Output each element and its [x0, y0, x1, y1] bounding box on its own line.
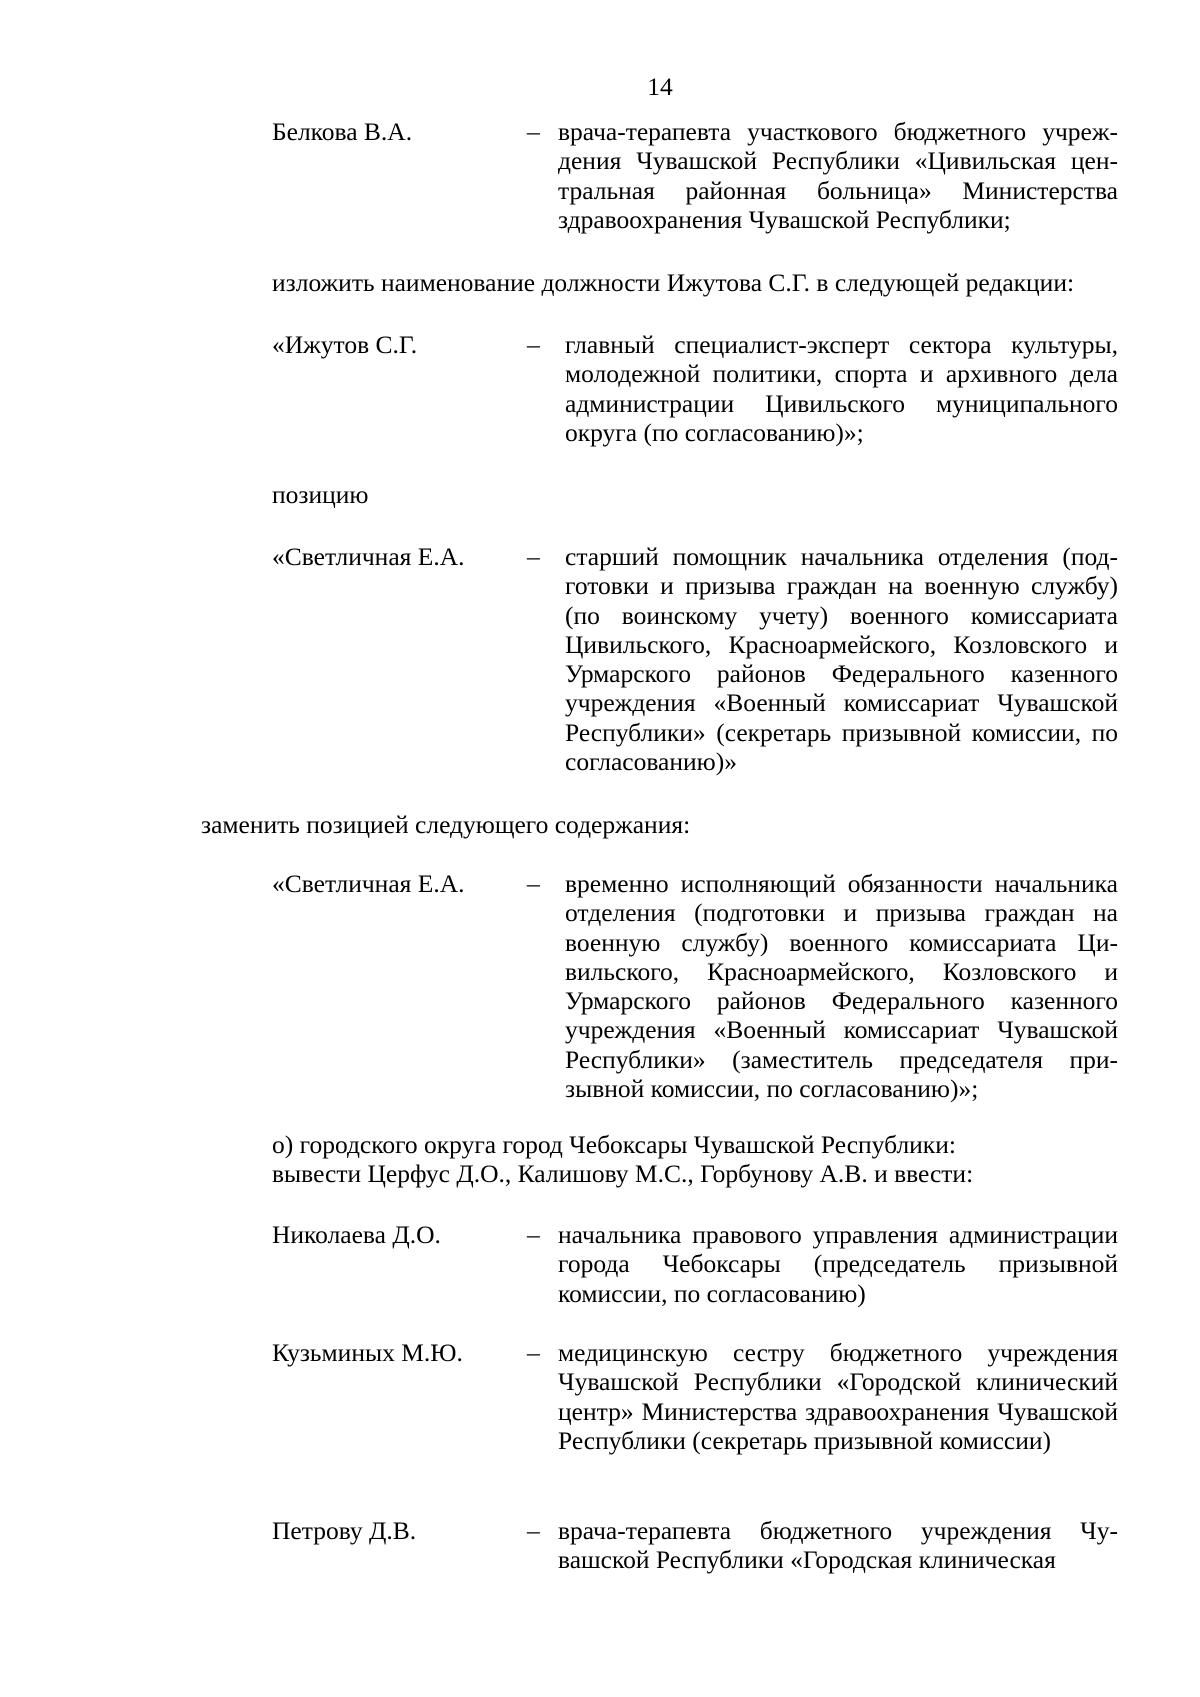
entry-dash: – — [527, 542, 540, 571]
replace-intro: заменить позицией следующего содержания: — [201, 810, 691, 839]
entry-description: старший помощник начальника отделения (подготовки и призыва граждан на военную службу) (по воинскому учету) военного комиссариата Цивильского, Красноармейского, Козловского и Урмарского районов Федерального казенного учреждения «Военный комиссариат Чувашской Республики» (секретарь призывной комиссии, по согласованию)» — [565, 542, 1118, 777]
entry-name: Николаева Д.О. — [272, 1220, 441, 1249]
entry-description: временно исполняющий обязанности начальника отделения (подготовки и призыва граждан на военную службу) военного комиссариата Цивильского, Красноармейского, Козловского и Урмарского районов Федерального казенного учреждения «Военный комиссариат Чувашской Республики» (заместитель председателя призывной комиссии, по согласованию)»; — [565, 869, 1118, 1104]
entry-description: главный специалист-эксперт сектора культуры, молодежной политики, спорта и архивного дела администрации Цивильского муниципального округа (по согласованию)»; — [565, 330, 1118, 447]
page-number: 14 — [647, 72, 673, 101]
entry-description: врача-терапевта участкового бюджетного учреждения Чувашской Республики «Цивильская центральная районная больница» Министерства здравоохранения Чувашской Республики; — [558, 117, 1118, 234]
entry-dash: – — [527, 869, 540, 898]
entry-name: Кузьминых М.Ю. — [272, 1338, 463, 1367]
entry-description: врача-терапевта бюджетного учреждения Чувашской Республики «Городская клиническая — [558, 1516, 1118, 1575]
entry-name: «Ижутов С.Г. — [272, 330, 418, 359]
entry-name: Белкова В.А. — [272, 117, 413, 146]
entry-description: начальника правового управления администрации города Чебоксары (председатель призывной комиссии, по согласованию) — [558, 1220, 1118, 1308]
entry-name: «Светличная Е.А. — [272, 869, 465, 898]
entry-dash: – — [527, 117, 540, 146]
position-word: позицию — [272, 480, 369, 509]
entry-name: «Светличная Е.А. — [272, 542, 465, 571]
section-o-line2: вывести Церфус Д.О., Калишову М.С., Горбунову А.В. и ввести: — [272, 1159, 974, 1188]
entry-dash: – — [527, 1338, 540, 1367]
entry-description: медицинскую сестру бюджетного учреждения Чувашской Республики «Городской клинический центр» Министерства здравоохранения Чувашской Республики (секретарь призывной комиссии) — [558, 1338, 1118, 1455]
entry-dash: – — [527, 330, 540, 359]
entry-name: Петрову Д.В. — [272, 1516, 417, 1545]
section-o-line1: о) городского округа город Чебоксары Чувашской Республики: — [272, 1130, 956, 1159]
izhutov-intro: изложить наименование должности Ижутова С.Г. в следующей редакции: — [272, 268, 1075, 297]
entry-dash: – — [527, 1220, 540, 1249]
entry-dash: – — [527, 1516, 540, 1545]
